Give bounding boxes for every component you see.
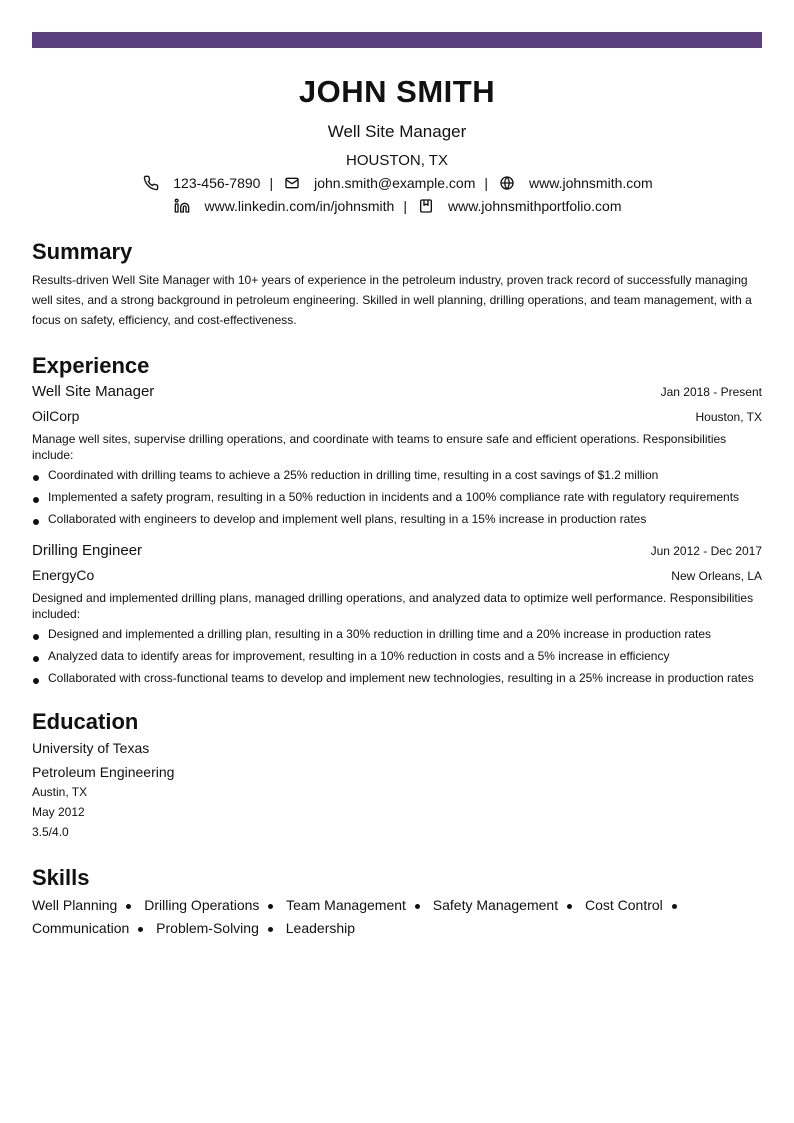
skill-item: Cost Control — [584, 897, 663, 913]
skill-separator-dot — [268, 904, 273, 909]
job-description: Manage well sites, supervise drilling operations, and coordinate with teams to ensure safe and efficient operations. Responsibilities include: — [32, 432, 727, 462]
skill-separator-dot — [268, 927, 273, 932]
email-link[interactable]: john.smith@example.com — [314, 175, 476, 191]
list-item — [32, 467, 762, 483]
skill-item: Well Planning — [32, 897, 118, 913]
list-item — [32, 670, 762, 686]
website-link[interactable]: www.johnsmith.com — [529, 175, 653, 191]
job-dates: Jan 2018 - Present — [660, 385, 762, 399]
globe-icon — [497, 173, 517, 193]
skill-item: Safety Management — [432, 897, 559, 913]
education-date: May 2012 — [32, 805, 85, 819]
summary-heading: Summary — [32, 239, 133, 264]
job-entry — [32, 541, 762, 686]
job-bullets — [32, 626, 762, 686]
skills-list — [32, 894, 762, 940]
skill-separator-dot — [672, 904, 677, 909]
candidate-title: Well Site Manager — [327, 122, 467, 141]
job-location: New Orleans, LA — [671, 569, 762, 583]
summary-text: Results-driven Well Site Manager with 10+ years of experience in the petroleum industry, proven track record of successfully managing well sites, and a strong background in petroleum engineering. Skilled in well planning, drilling operations, and team management, with a focus on safety, efficiency, and cost-effectiveness. — [32, 273, 752, 327]
education-section — [32, 710, 762, 842]
skill-item: Problem-Solving — [156, 920, 259, 936]
job-entry — [32, 382, 762, 527]
resume-page — [32, 48, 762, 940]
summary-section — [32, 240, 762, 330]
skills-section — [32, 866, 762, 940]
skill-item: Leadership — [285, 920, 356, 936]
education-gpa: 3.5/4.0 — [32, 825, 69, 839]
bullet-text: Coordinated with drilling teams to achieve a 25% reduction in drilling time, resulting in a cost savings of $1.2 million — [48, 468, 659, 482]
bullet-dot — [33, 519, 39, 525]
list-item — [32, 489, 762, 505]
job-dates: Jun 2012 - Dec 2017 — [650, 544, 762, 558]
list-item — [32, 511, 762, 527]
skill-separator-dot — [415, 904, 420, 909]
education-location: Austin, TX — [32, 785, 88, 799]
separator: | — [484, 175, 489, 191]
bullet-text: Designed and implemented a drilling plan, resulting in a 30% reduction in drilling time and a 20% increase in production rates — [48, 627, 712, 641]
experience-section — [32, 354, 762, 686]
candidate-location: HOUSTON, TX — [346, 152, 448, 169]
candidate-name: JOHN SMITH — [298, 74, 496, 109]
bullet-dot — [33, 634, 39, 640]
contact-line-1 — [32, 173, 762, 193]
phone-number[interactable]: 123-456-7890 — [173, 175, 261, 191]
job-title: Drilling Engineer — [32, 542, 143, 559]
accent-bar — [32, 32, 762, 48]
portfolio-icon — [416, 196, 436, 216]
mail-icon — [282, 173, 302, 193]
bullet-dot — [33, 678, 39, 684]
skill-separator-dot — [567, 904, 572, 909]
linkedin-link[interactable]: www.linkedin.com/in/johnsmith — [204, 198, 395, 214]
separator: | — [403, 198, 407, 214]
portfolio-link[interactable]: www.johnsmithportfolio.com — [447, 198, 622, 214]
job-company: EnergyCo — [32, 567, 95, 583]
list-item — [32, 626, 762, 642]
phone-icon — [141, 173, 161, 193]
linkedin-icon — [172, 196, 192, 216]
skills-heading: Skills — [32, 865, 90, 890]
bullet-dot — [33, 475, 39, 481]
bullet-text: Implemented a safety program, resulting in a 50% reduction in incidents and a 100% compliance rate with regulatory requirements — [48, 490, 740, 504]
job-bullets — [32, 467, 762, 527]
job-title: Well Site Manager — [32, 383, 155, 400]
bullet-dot — [33, 656, 39, 662]
list-item — [32, 648, 762, 664]
skill-separator-dot — [138, 927, 143, 932]
skill-separator-dot — [126, 904, 131, 909]
experience-heading: Experience — [32, 353, 150, 378]
job-location: Houston, TX — [695, 410, 762, 424]
bullet-text: Analyzed data to identify areas for improvement, resulting in a 10% reduction in costs and a 5% increase in efficiency — [48, 649, 670, 663]
contact-line-2 — [32, 196, 762, 216]
separator: | — [269, 175, 274, 191]
education-heading: Education — [32, 709, 139, 734]
skill-item: Drilling Operations — [144, 897, 260, 913]
skill-item: Communication — [32, 920, 130, 936]
bullet-text: Collaborated with engineers to develop and implement well plans, resulting in a 15% increase in production rates — [48, 512, 647, 526]
bullet-dot — [33, 497, 39, 503]
education-degree: Petroleum Engineering — [32, 764, 175, 780]
job-description: Designed and implemented drilling plans, managed drilling operations, and analyzed data to optimize well performance. Responsibilities included: — [32, 591, 754, 621]
bullet-text: Collaborated with cross-functional teams to develop and implement new technologies, resulting in a 25% increase in production rates — [48, 671, 754, 685]
education-school: University of Texas — [32, 740, 150, 756]
skill-item: Team Management — [286, 897, 406, 913]
job-company: OilCorp — [32, 408, 80, 424]
